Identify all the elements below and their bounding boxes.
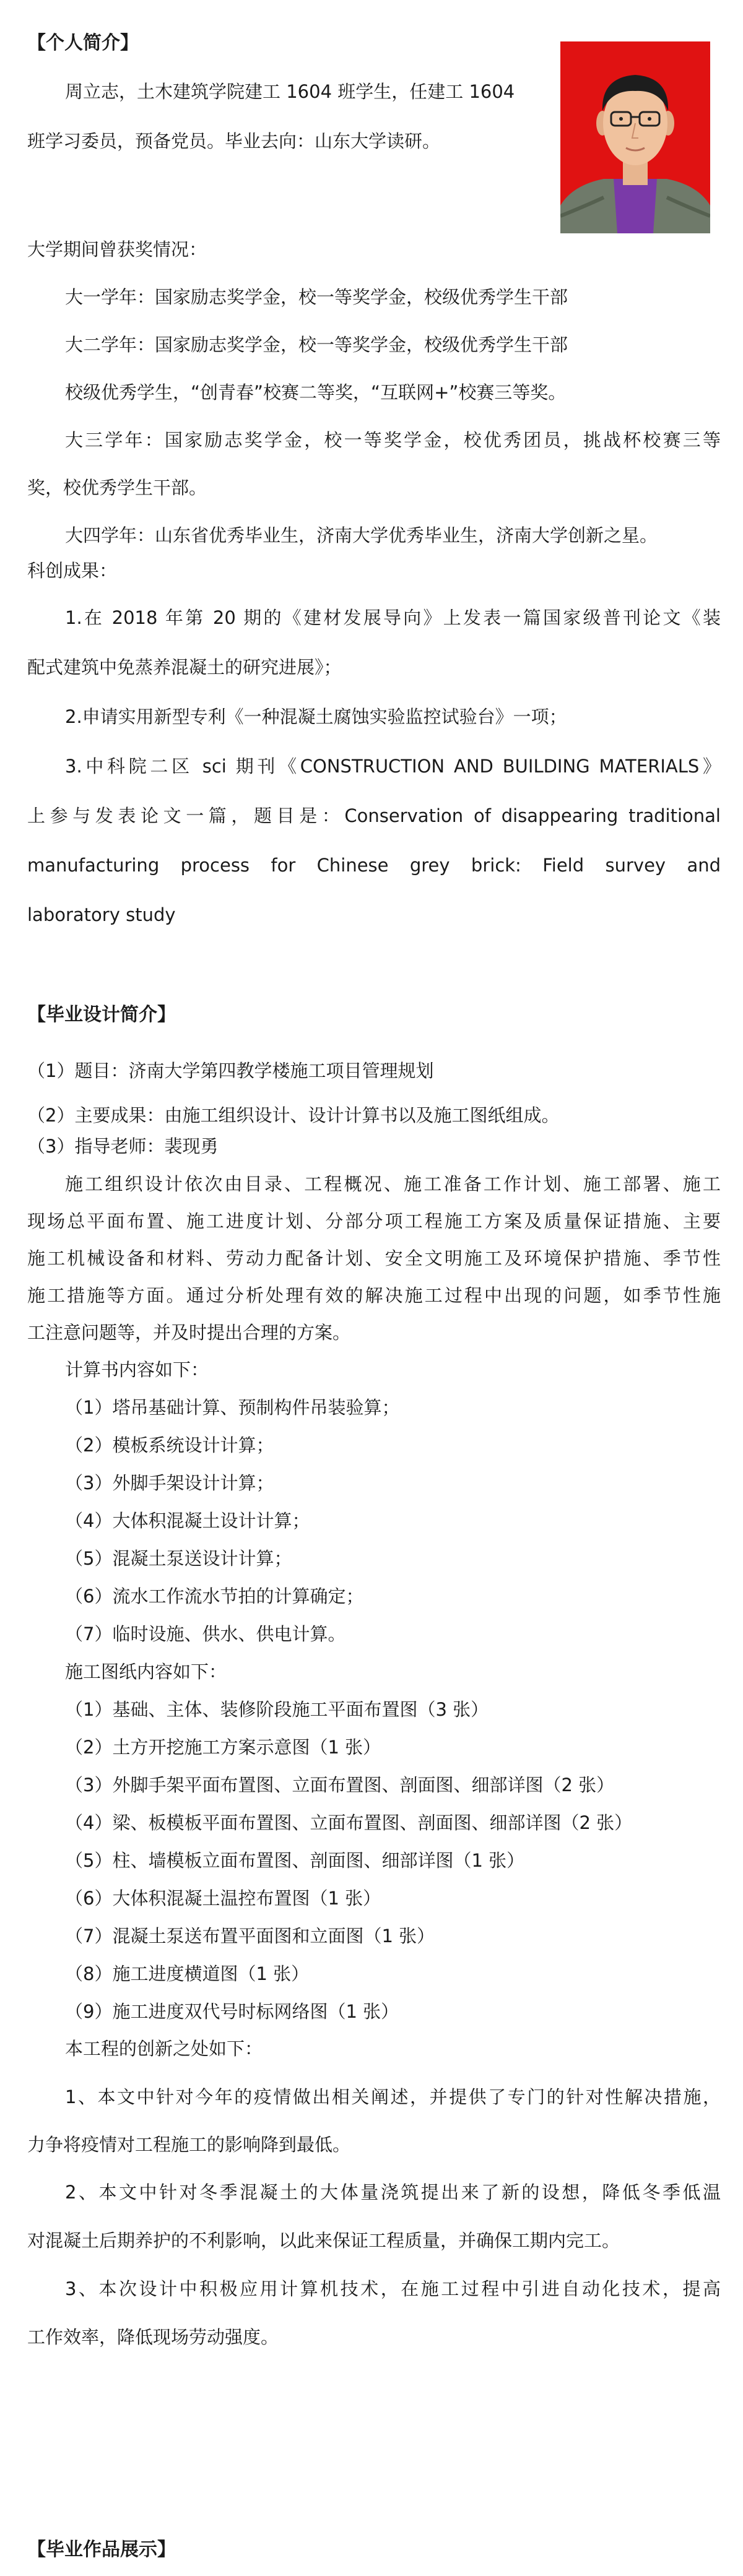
innovation-item-3-continued: 工作效率，降低现场劳动强度。 [27, 2327, 279, 2348]
innovation-item-2-continued: 对混凝土后期养护的不利影响，以此来保证工程质量，并确保工期内完工。 [27, 2230, 620, 2251]
research-item-1-continued: 配式建筑中免蒸养混凝土的研究进展》； [27, 657, 342, 678]
award-year-4: 大四学年：山东省优秀毕业生，济南大学优秀毕业生，济南大学创新之星。 [65, 525, 658, 546]
awards-title: 大学期间曾获奖情况： [27, 239, 207, 260]
portrait-photo [560, 41, 710, 233]
drawing-item: （8）施工进度横道图（1 张） [65, 1963, 310, 1984]
innovation-item-2: 2、本文中针对冬季混凝土的大体量浇筑提出来了新的设想，降低冬季低温 [65, 2182, 721, 2203]
calc-item: （4）大体积混凝土设计计算； [65, 1510, 310, 1531]
research-item-3-line-3: manufacturing process for Chinese grey brick: Field survey and [27, 855, 721, 876]
award-year-2-continued: 校级优秀学生，“创青春”校赛二等奖，“互联网+”校赛三等奖。 [65, 382, 567, 403]
design-item-1: （1）题目：济南大学第四教学楼施工项目管理规划 [27, 1060, 434, 1081]
research-item-3: 3.中科院二区 sci 期刊《CONSTRUCTION AND BUILDING MATERIALS》 [65, 756, 721, 777]
calc-item: （2）模板系统设计计算； [65, 1435, 274, 1456]
award-year-2: 大二学年：国家励志奖学金，校一等奖学金，校级优秀学生干部 [65, 334, 568, 355]
calc-title: 计算书内容如下： [65, 1359, 209, 1380]
drawing-item: （3）外脚手架平面布置图、立面布置图、剖面图、细部详图（2 张） [65, 1774, 615, 1796]
drawing-title: 施工图纸内容如下： [65, 1661, 227, 1682]
design-item-2: （2）主要成果：由施工组织设计、设计计算书以及施工图纸组成。 [27, 1105, 560, 1126]
design-paragraph-line: 施工机械设备和材料、劳动力配备计划、安全文明施工及环境保护措施、季节性 [27, 1248, 721, 1269]
design-paragraph-line: 施工措施等方面。通过分析处理有效的解决施工过程中出现的问题，如季节性施 [27, 1285, 721, 1306]
research-item-3-line-2: 上参与发表论文一篇，题目是：Conservation of disappearing traditional [27, 805, 721, 826]
calc-item: （5）混凝土泵送设计计算； [65, 1548, 292, 1569]
drawing-item: （4）梁、板模板平面布置图、立面布置图、剖面图、细部详图（2 张） [65, 1812, 633, 1833]
innovation-title: 本工程的创新之处如下： [65, 2038, 263, 2059]
drawing-item: （1）基础、主体、装修阶段施工平面布置图（3 张） [65, 1699, 489, 1720]
design-heading: 【毕业设计简介】 [27, 1004, 176, 1026]
calc-item: （6）流水工作流水节拍的计算确定； [65, 1586, 364, 1607]
design-paragraph-line: 工注意问题等，并及时提出合理的方案。 [27, 1322, 351, 1343]
award-year-3: 大三学年：国家励志奖学金，校一等奖学金，校优秀团员，挑战杯校赛三等 [65, 430, 721, 451]
profile-heading: 【个人简介】 [27, 32, 139, 54]
innovation-item-3: 3、本次设计中积极应用计算机技术，在施工过程中引进自动化技术，提高 [65, 2278, 721, 2299]
award-year-3-continued: 奖，校优秀学生干部。 [27, 477, 207, 498]
drawing-item: （7）混凝土泵送布置平面图和立面图（1 张） [65, 1926, 435, 1947]
portrait-illustration [560, 41, 710, 233]
showcase-heading: 【毕业作品展示】 [27, 2539, 176, 2561]
award-year-1: 大一学年：国家励志奖学金，校一等奖学金，校级优秀学生干部 [65, 287, 568, 308]
intro-line: 班学习委员，预备党员。毕业去向：山东大学读研。 [27, 131, 441, 152]
design-paragraph-line: 现场总平面布置、施工进度计划、分部分项工程施工方案及质量保证措施、主要 [27, 1211, 721, 1232]
intro-line: 周立志，土木建筑学院建工 1604 班学生，任建工 1604 [65, 81, 515, 102]
drawing-item: （5）柱、墙模板立面布置图、剖面图、细部详图（1 张） [65, 1850, 525, 1871]
calc-item: （3）外脚手架设计计算； [65, 1472, 274, 1493]
innovation-item-1-continued: 力争将疫情对工程施工的影响降到最低。 [27, 2134, 351, 2155]
research-item-2: 2.申请实用新型专利《一种混凝土腐蚀实验监控试验台》一项； [65, 706, 567, 727]
calc-item: （7）临时设施、供水、供电计算。 [65, 1623, 346, 1645]
design-paragraph: 施工组织设计依次由目录、工程概况、施工准备工作计划、施工部署、施工 [65, 1173, 721, 1195]
drawing-item: （9）施工进度双代号时标网络图（1 张） [65, 2001, 399, 2022]
research-item-1: 1.在 2018 年第 20 期的《建材发展导向》上发表一篇国家级普刊论文《装 [65, 607, 721, 628]
drawing-item: （2）土方开挖施工方案示意图（1 张） [65, 1737, 381, 1758]
design-item-3: （3）指导老师：裴现勇 [27, 1136, 219, 1157]
innovation-item-1: 1、本文中针对今年的疫情做出相关阐述，并提供了专门的针对性解决措施， [65, 2086, 721, 2107]
research-item-3-line-4: laboratory study [27, 904, 176, 925]
drawing-item: （6）大体积混凝土温控布置图（1 张） [65, 1888, 381, 1909]
calc-item: （1）塔吊基础计算、预制构件吊装验算； [65, 1397, 400, 1418]
research-title: 科创成果： [27, 560, 118, 581]
